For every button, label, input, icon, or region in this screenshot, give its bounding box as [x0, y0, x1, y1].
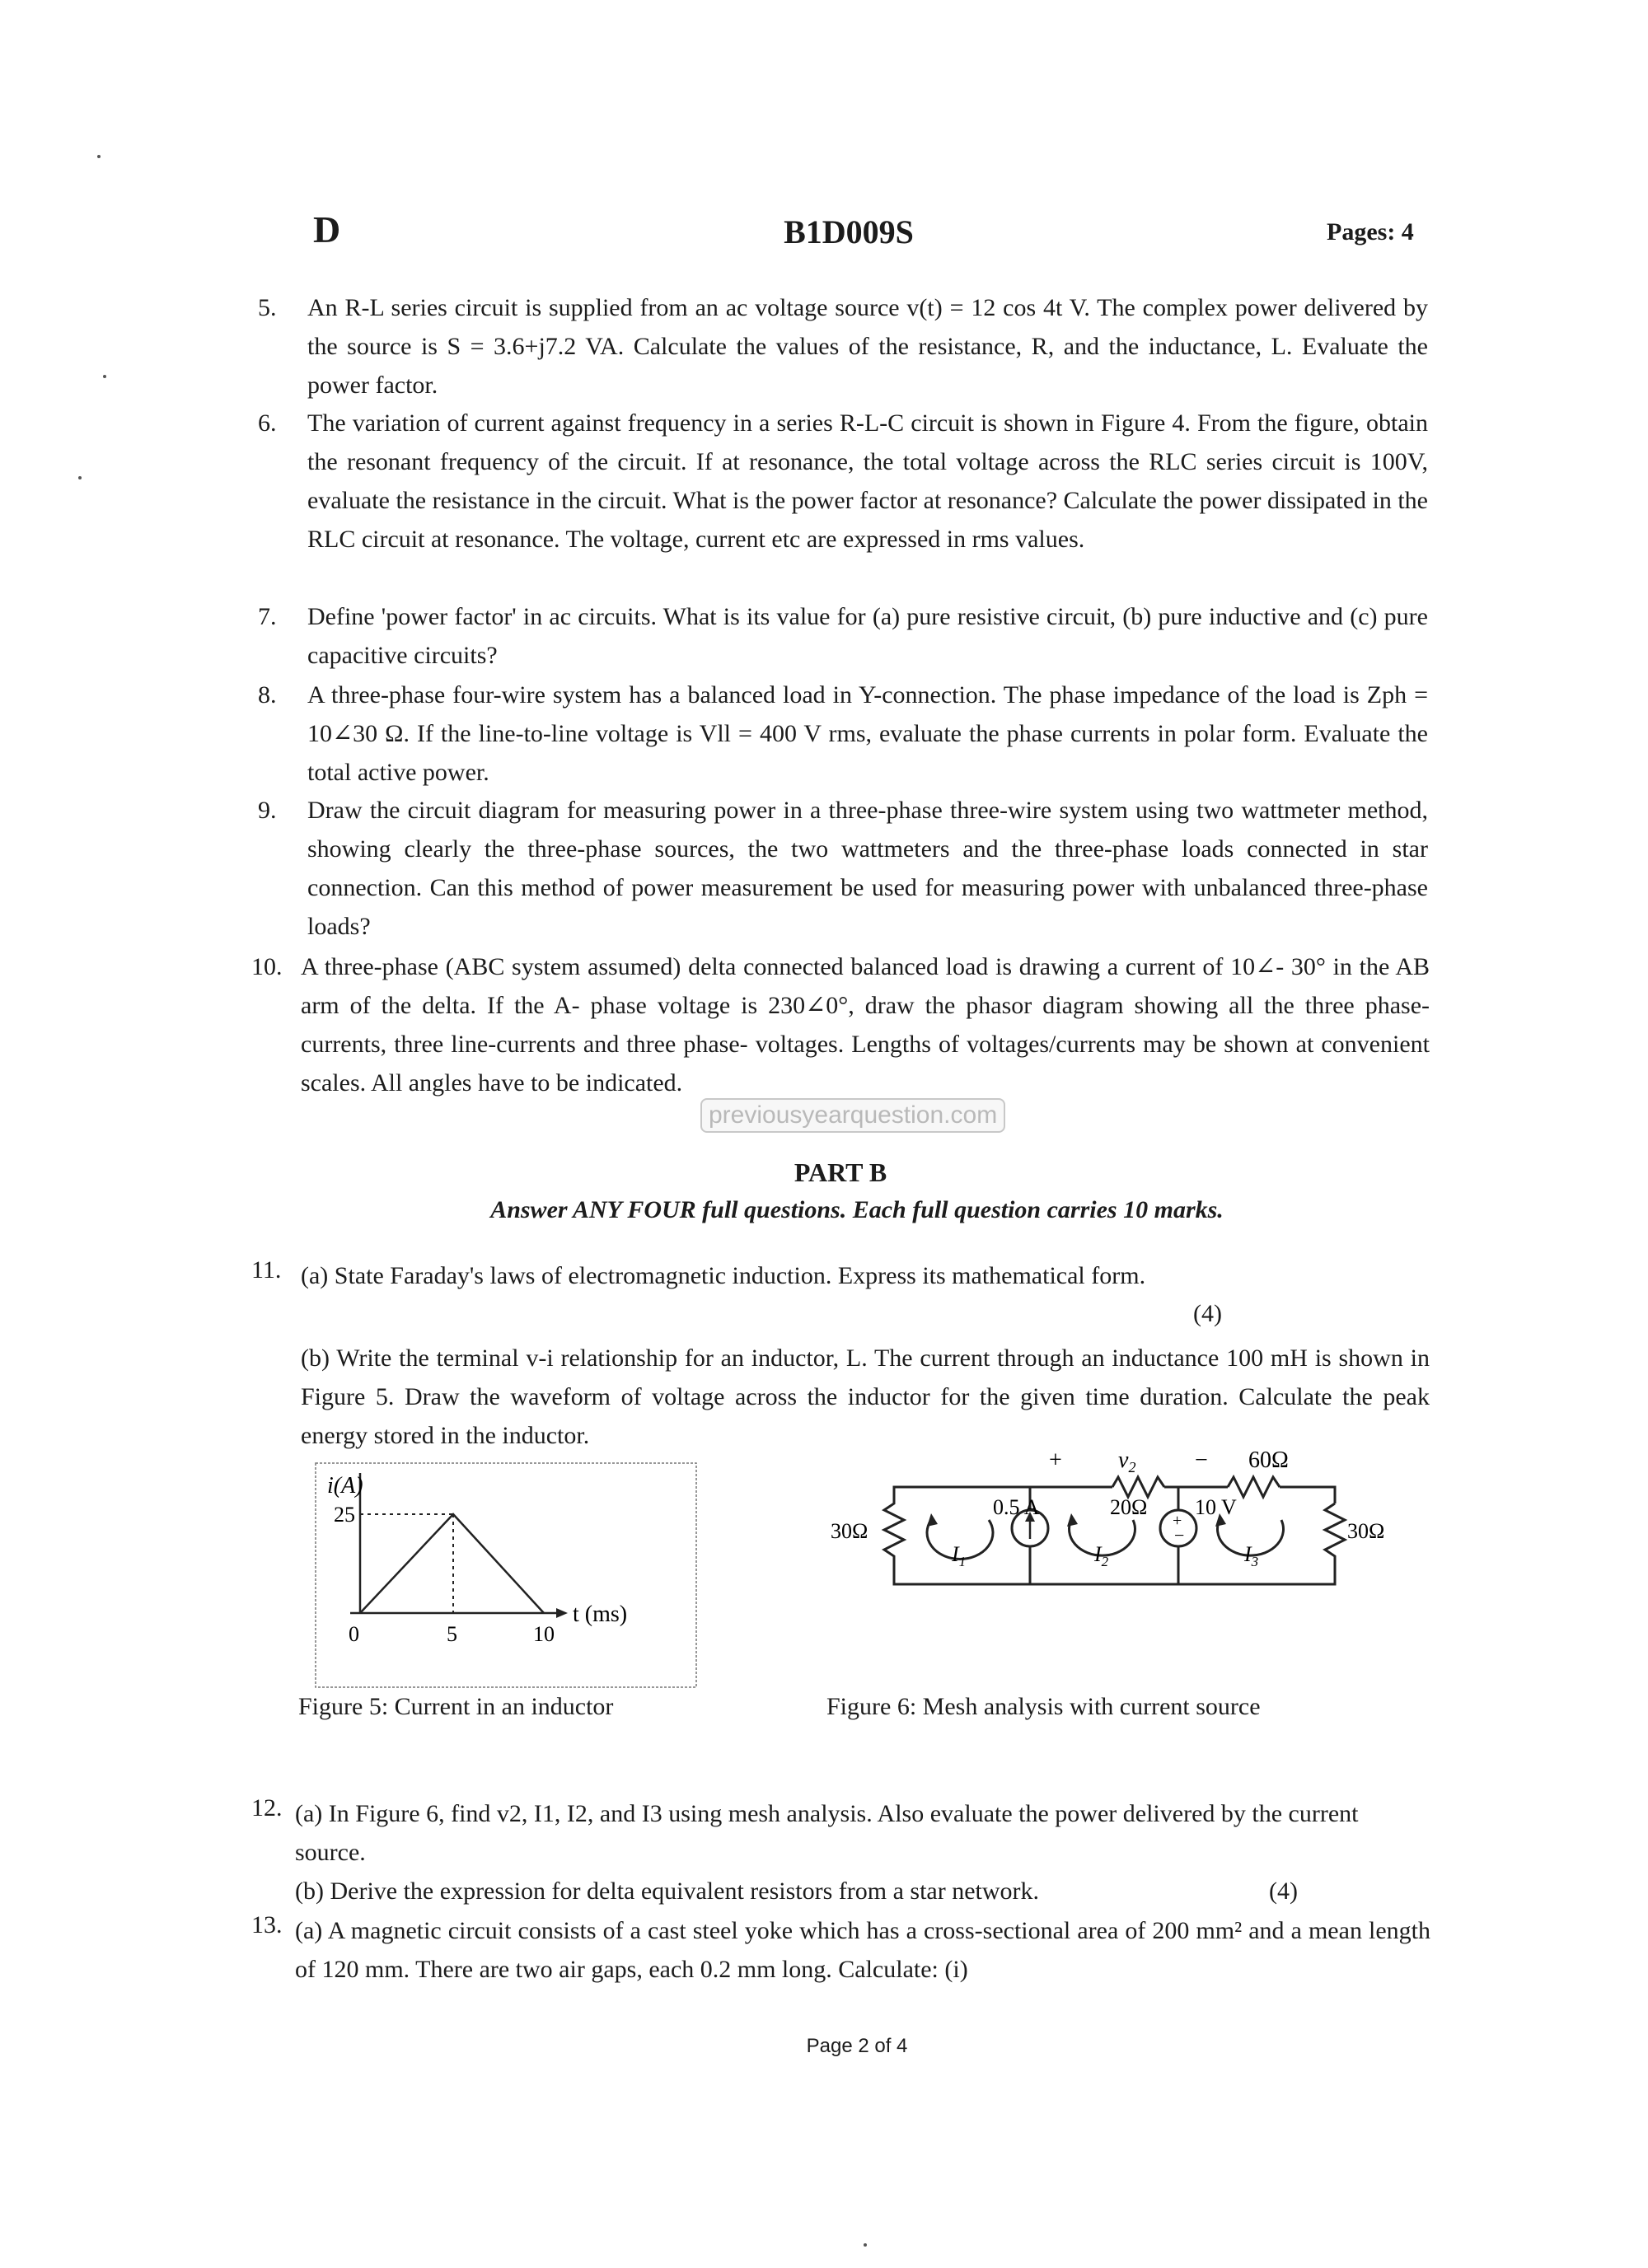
- voltage-source-label: 10 V: [1195, 1495, 1237, 1519]
- question-13a: (a) A magnetic circuit consists of a cast steel yoke which has a cross-sectional area of 200 mm² and a mean length of 120 mm. There are two air gaps, each 0.2 mm long. Calculate: (i): [295, 1917, 1430, 1983]
- part-b-instruction: Answer ANY FOUR full questions. Each full question carries 10 marks.: [490, 1196, 1224, 1223]
- question-7: [258, 597, 1428, 675]
- figure-5-graph: [309, 1458, 705, 1693]
- scan-speck: [103, 375, 106, 378]
- question-9: [258, 791, 1428, 946]
- mesh-arrow-1-head: [927, 1513, 938, 1527]
- x-axis-arrow: [556, 1608, 568, 1618]
- resistor-30-right-label: 30Ω: [1347, 1519, 1385, 1543]
- question-10: [251, 947, 1430, 1102]
- scan-speck: [864, 2243, 867, 2247]
- resistor-60-label: 60Ω: [1248, 1447, 1289, 1473]
- mesh-current-3-label: $I_3$: [1244, 1542, 1259, 1569]
- set-letter: D: [313, 208, 341, 250]
- pages-count: Pages: 4: [1327, 218, 1414, 246]
- figure-5-caption: Figure 5: Current in an inductor: [298, 1693, 614, 1720]
- scan-speck: [78, 476, 82, 479]
- question-12b: (b) Derive the expression for delta equivalent resistors from a star network.: [295, 1878, 1040, 1905]
- question-8: [258, 676, 1428, 792]
- question-12a: (a) In Figure 6, find v2, I1, I2, and I3 using mesh analysis. Also evaluate the power delivered by the current source.: [295, 1800, 1359, 1866]
- question-number: 5.: [258, 294, 277, 321]
- question-11-number: 11.: [251, 1256, 282, 1284]
- question-13-number: 13.: [251, 1911, 283, 1938]
- question-12-number: 12.: [251, 1794, 283, 1821]
- figure-6-circuit: [820, 1446, 1446, 1631]
- page-footer: Page 2 of 4: [806, 2035, 908, 2057]
- question-text: Define 'power factor' in ac circuits. What is its value for (a) pure resistive circuit, (b) pure inductive and (c) pure capacitive circuits?: [307, 603, 1428, 669]
- question-number: 7.: [258, 603, 277, 630]
- resistor-20-label: 20Ω: [1110, 1495, 1148, 1519]
- resistor-60-ohm: [1228, 1477, 1280, 1497]
- scan-speck: [97, 155, 101, 158]
- mesh-arrow-2: [1070, 1520, 1135, 1555]
- mesh-arrow-2-head: [1067, 1513, 1078, 1527]
- y-axis-label: i(A): [327, 1473, 363, 1499]
- resistor-30-ohm-left: [884, 1495, 904, 1561]
- v2-minus-sign: −: [1195, 1447, 1208, 1473]
- figure-6-caption: Figure 6: Mesh analysis with current source: [826, 1693, 1261, 1720]
- resistor-20-ohm: [1112, 1477, 1164, 1497]
- question-5: [258, 288, 1428, 404]
- x-tick-5: 5: [447, 1622, 457, 1646]
- paper-code: B1D009S: [784, 213, 914, 250]
- question-number: 9.: [258, 797, 277, 824]
- top-wire-right: [1280, 1487, 1335, 1503]
- voltage-source-minus: −: [1174, 1525, 1185, 1546]
- x-tick-10: 10: [533, 1622, 555, 1646]
- voltage-source-plus: +: [1173, 1512, 1182, 1530]
- question-text: The variation of current against frequency in a series R-L-C circuit is shown in Figure 4. From the figure, obtain the resonant frequency of the circuit. If at resonance, the total voltage across the RLC series circuit is 100V, evaluate the resistance in the circuit. What is the power factor at resonance? Calculate the power dissipated in the RLC circuit at resonance. The voltage, current etc are expressed in rms values.: [307, 409, 1428, 553]
- resistor-30-ohm-right: [1325, 1503, 1345, 1561]
- question-number: 8.: [258, 681, 277, 708]
- question-number: 10.: [251, 953, 283, 980]
- question-text: Draw the circuit diagram for measuring power in a three-phase three-wire system using two wattmeter method, showing clearly the three-phase sources, the two wattmeters and the three-phase loads connected in star connection. Can this method of power measurement be used for measuring power with unbalanced three-phase loads?: [307, 797, 1428, 940]
- question-number: 6.: [258, 409, 277, 437]
- part-b-title: PART B: [794, 1157, 887, 1187]
- question-12b-marks: (4): [1269, 1878, 1298, 1905]
- current-waveform: [360, 1514, 544, 1613]
- question-text: A three-phase four-wire system has a balanced load in Y-connection. The phase impedance of the load is Zph = 10∠30 Ω. If the line-to-line voltage is Vll = 400 V rms, evaluate the phase currents in polar form. Evaluate the total active power.: [307, 681, 1428, 786]
- question-text: A three-phase (ABC system assumed) delta connected balanced load is drawing a current of 10∠- 30° in the AB arm of the delta. If the A- phase voltage is 230∠0°, draw the phasor diagram showing all the three phase-currents, three line-currents and three phase- voltages. Lengths of voltages/currents may be shown at convenient scales. All angles have to be indicated.: [301, 953, 1430, 1097]
- question-text: An R-L series circuit is supplied from an ac voltage source v(t) = 12 cos 4t V. The complex power delivered by the source is S = 3.6+j7.2 VA. Calculate the values of the resistance, R, and the inductance, L. Evaluate the power factor.: [307, 294, 1428, 399]
- x-axis-label: t (ms): [573, 1602, 628, 1627]
- question-11b: (b) Write the terminal v-i relationship for an inductor, L. The current through an inductance 100 mH is shown in Figure 5. Draw the waveform of voltage across the inductor for the given time duration. Calculate the peak energy stored in the inductor.: [301, 1344, 1430, 1449]
- current-source-label: 0.5 A: [993, 1495, 1040, 1519]
- mesh-current-2-label: $I_2$: [1094, 1542, 1109, 1569]
- top-wire-left: [894, 1487, 1112, 1495]
- question-11a-marks: (4): [1193, 1300, 1222, 1327]
- watermark-logo: previousyearquestion.com: [700, 1098, 1005, 1133]
- peak-tick-label: 25: [334, 1503, 355, 1527]
- figure-5-frame: [316, 1463, 696, 1687]
- resistor-30-left-label: 30Ω: [831, 1519, 868, 1543]
- question-6: [258, 404, 1428, 559]
- x-tick-0: 0: [349, 1622, 359, 1646]
- question-11a: (a) State Faraday's laws of electromagnetic induction. Express its mathematical form.: [301, 1262, 1146, 1289]
- mesh-current-1-label: $I_1$: [952, 1542, 967, 1569]
- v2-plus-sign: +: [1049, 1447, 1062, 1473]
- v2-label: $v_2$: [1118, 1447, 1136, 1475]
